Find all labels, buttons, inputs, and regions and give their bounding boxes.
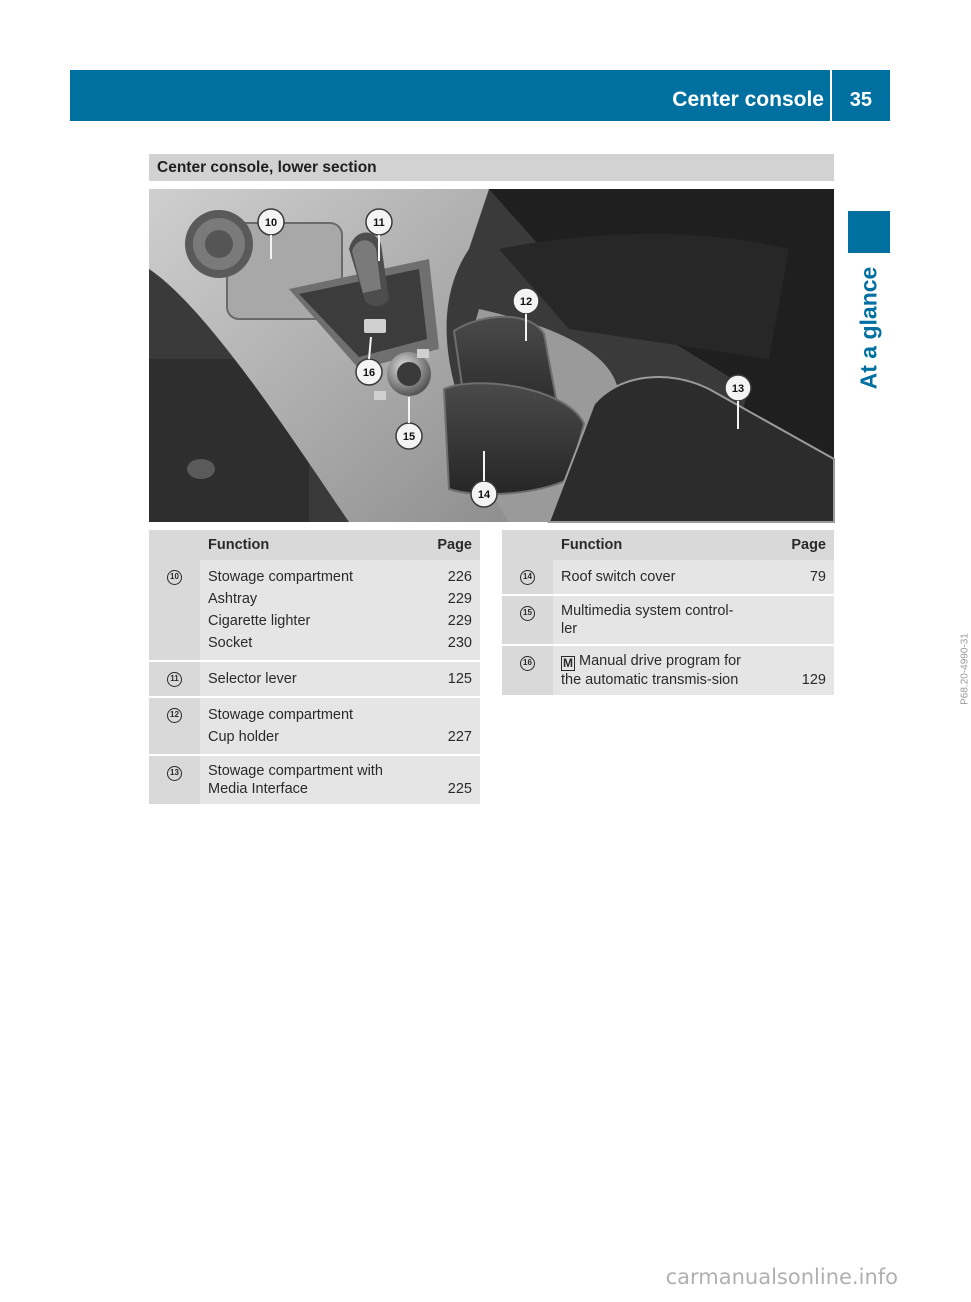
- item-number: 13: [167, 766, 182, 781]
- photo-credit: P68.20-4990-31: [959, 633, 971, 705]
- col-function-header: Function: [553, 530, 774, 560]
- item-number: 12: [167, 708, 182, 723]
- page-header: [70, 70, 890, 121]
- page-ref: 129: [801, 672, 826, 688]
- col-page-header: Page: [420, 530, 480, 560]
- watermark: carmanualsonline.info: [665, 1265, 898, 1289]
- function-text: Socket: [208, 635, 253, 651]
- item-number: 11: [167, 672, 182, 687]
- callout-label: 15: [402, 431, 416, 443]
- callout-label: 10: [264, 217, 278, 229]
- function-text: Multimedia system control-ler: [561, 603, 734, 637]
- manual-mode-icon: M: [563, 656, 573, 670]
- console-illustration: [149, 189, 834, 522]
- function-text: Ashtray: [208, 591, 258, 607]
- header-divider: [830, 70, 832, 121]
- side-tab-marker: [848, 211, 890, 253]
- item-number: 14: [520, 570, 535, 585]
- table-row: [502, 560, 834, 595]
- function-text: Stowage compartment: [208, 707, 354, 723]
- callout-label: 14: [477, 489, 491, 501]
- page-ref: [428, 704, 472, 726]
- callout-label: 16: [362, 367, 376, 379]
- function-text: Selector lever: [208, 671, 297, 687]
- col-page-header: Page: [774, 530, 834, 560]
- function-text: Cup holder: [208, 729, 279, 745]
- col-number-header: [502, 530, 553, 560]
- table-row: [502, 645, 834, 695]
- page-number: 35: [849, 89, 872, 111]
- function-text: Stowage compartment: [208, 569, 354, 585]
- callout-label: 13: [731, 383, 745, 395]
- page-ref: 229: [447, 613, 472, 629]
- col-function-header: Function: [200, 530, 420, 560]
- callout-label: 12: [519, 296, 533, 308]
- function-text: Roof switch cover: [561, 569, 676, 585]
- item-number: 15: [520, 606, 535, 621]
- page-ref: 79: [809, 569, 826, 585]
- function-text: Cigarette lighter: [208, 613, 311, 629]
- col-number-header: [149, 530, 200, 560]
- header-title: Center console: [672, 88, 824, 111]
- callout-label: 11: [373, 217, 385, 229]
- table-row: [149, 697, 480, 755]
- table-row: [149, 560, 480, 661]
- side-tab-label: At a glance: [855, 266, 882, 390]
- page-ref: 125: [447, 671, 472, 687]
- table-row: [502, 595, 834, 645]
- table-row: [149, 755, 480, 804]
- item-number: 16: [520, 656, 535, 671]
- function-table-left: [149, 530, 480, 804]
- table-row: [149, 661, 480, 697]
- page-ref: 226: [447, 569, 472, 585]
- section-title: Center console, lower section: [157, 159, 377, 176]
- function-table-right: [502, 530, 834, 695]
- page-ref: 229: [447, 591, 472, 607]
- page-ref: 227: [447, 729, 472, 745]
- item-number: 10: [167, 570, 182, 585]
- function-text: Manual drive program for the automatic transmis-sion: [561, 653, 741, 688]
- function-text: Stowage compartment with Media Interface: [208, 763, 383, 797]
- page-ref: 225: [447, 781, 472, 797]
- page-ref: 230: [447, 635, 472, 651]
- section-heading: [149, 154, 834, 181]
